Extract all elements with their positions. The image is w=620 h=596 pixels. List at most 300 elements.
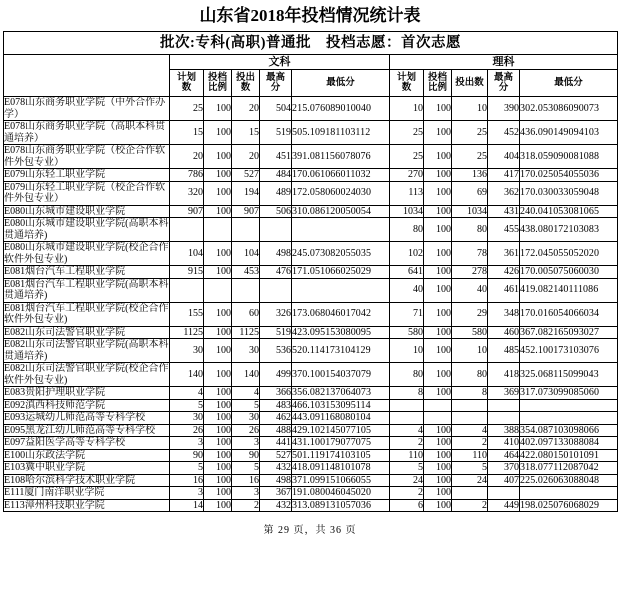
wen-plan-cell: 1125	[170, 326, 204, 339]
wen-out-cell: 2	[232, 499, 260, 512]
school-column-header	[4, 55, 170, 97]
wen-plan-cell: 140	[170, 363, 204, 387]
li-out-cell: 80	[452, 218, 488, 242]
header-wen-highest-l1: 最高	[265, 72, 285, 83]
batch-banner-row	[4, 32, 618, 55]
wen-plan-cell: 16	[170, 474, 204, 487]
li-out-cell: 136	[452, 169, 488, 182]
li-low-cell: 436.090149094103	[520, 121, 618, 145]
wen-ratio-cell: 100	[204, 437, 232, 450]
li-low-cell: 325.068115099043	[520, 363, 618, 387]
li-high-cell: 404	[488, 145, 520, 169]
table-row	[4, 97, 618, 121]
table-row	[4, 412, 618, 425]
wen-high-cell: 519	[260, 121, 292, 145]
wen-high-cell: 489	[260, 181, 292, 205]
header-wen-ratio	[204, 70, 232, 97]
school-name-cell: E080山东城市建设职业学院(校企合作软件外包专业)	[4, 242, 169, 265]
table-row	[4, 218, 618, 242]
li-ratio-cell: 100	[424, 474, 452, 487]
school-name-cell: E081烟台汽车工程职业学院(校企合作软件外包专业)	[4, 302, 169, 325]
li-plan-cell: 270	[390, 169, 424, 182]
wen-high-cell	[260, 278, 292, 302]
wen-high-cell: 366	[260, 387, 292, 400]
li-low-cell: 354.087103098066	[520, 424, 618, 437]
li-low-cell: 240.041053081065	[520, 205, 618, 218]
wen-plan-cell: 5	[170, 462, 204, 475]
li-high-cell: 388	[488, 424, 520, 437]
school-name-cell: E082山东司法警官职业学院	[4, 326, 170, 339]
li-plan-cell	[390, 399, 424, 412]
wen-high-cell: 498	[260, 242, 292, 266]
li-ratio-cell: 100	[424, 242, 452, 266]
li-plan-cell: 40	[390, 278, 424, 302]
school-name-cell: E083贵阳护理职业学院	[4, 387, 170, 400]
wen-plan-cell: 4	[170, 387, 204, 400]
li-out-cell: 2	[452, 437, 488, 450]
wen-ratio-cell: 100	[204, 169, 232, 182]
school-name-cell: E081烟台汽车工程职业学院(高职本科贯通培养)	[4, 278, 169, 301]
li-plan-cell: 2	[390, 437, 424, 450]
li-plan-cell: 113	[390, 181, 424, 205]
li-high-cell: 370	[488, 462, 520, 475]
li-out-cell: 2	[452, 499, 488, 512]
wen-low-cell: 171.051066025029	[292, 266, 390, 279]
li-out-cell	[452, 399, 488, 412]
school-name-cell: E113漳州科技职业学院	[4, 499, 170, 512]
header-wen-plan-count-l2: 数	[181, 83, 192, 93]
li-out-cell: 24	[452, 474, 488, 487]
school-name-cell: E097益阳医学高等专科学校	[4, 437, 170, 450]
li-plan-cell: 24	[390, 474, 424, 487]
table-head	[4, 32, 618, 97]
wen-ratio-cell: 100	[204, 181, 232, 205]
page-title: 山东省2018年投档情况统计表	[199, 6, 421, 25]
wen-plan-cell: 25	[170, 97, 204, 121]
li-plan-cell: 80	[390, 363, 424, 387]
wen-plan-cell: 26	[170, 424, 204, 437]
li-plan-cell: 80	[390, 218, 424, 242]
page-footer: 第 29 页，共 36 页	[263, 525, 357, 536]
li-low-cell	[520, 412, 618, 425]
li-ratio-cell: 100	[424, 181, 452, 205]
wen-low-cell: 520.114173104129	[292, 339, 390, 363]
school-name-cell: E079山东轻工职业学院	[4, 169, 170, 182]
wen-plan-cell: 786	[170, 169, 204, 182]
header-li-lowest: 最低分	[520, 70, 618, 97]
wen-ratio-cell: 100	[204, 449, 232, 462]
wen-plan-cell: 90	[170, 449, 204, 462]
li-ratio-cell: 100	[424, 205, 452, 218]
wen-high-cell: 483	[260, 399, 292, 412]
wen-ratio-cell: 100	[204, 302, 232, 326]
wen-plan-cell: 30	[170, 412, 204, 425]
header-li-ratio	[424, 70, 452, 97]
school-name-cell: E078山东商务职业学院（校企合作软件外包专业）	[4, 145, 170, 169]
wen-high-cell: 476	[260, 266, 292, 279]
li-ratio-cell: 100	[424, 363, 452, 387]
li-high-cell: 390	[488, 97, 520, 121]
wen-out-cell: 453	[232, 266, 260, 279]
header-li-ratio-l2: 比例	[427, 83, 447, 93]
li-plan-cell: 5	[390, 462, 424, 475]
wen-plan-cell: 30	[170, 339, 204, 363]
header-li-plan-count	[390, 70, 424, 97]
wen-ratio-cell: 100	[204, 242, 232, 266]
li-out-cell: 5	[452, 462, 488, 475]
header-wen-admitted-l1: 投出	[235, 72, 255, 83]
wen-low-cell: 431.100179077075	[292, 437, 390, 450]
wen-out-cell: 90	[232, 449, 260, 462]
li-plan-cell: 110	[390, 449, 424, 462]
wen-ratio-cell: 100	[204, 487, 232, 500]
wen-out-cell: 5	[232, 462, 260, 475]
li-low-cell: 170.025054055036	[520, 169, 618, 182]
wen-high-cell: 498	[260, 474, 292, 487]
wen-out-cell: 527	[232, 169, 260, 182]
wen-high-cell: 462	[260, 412, 292, 425]
table-row	[4, 302, 618, 326]
wen-out-cell: 20	[232, 145, 260, 169]
wen-high-cell: 499	[260, 363, 292, 387]
li-out-cell: 40	[452, 278, 488, 302]
li-high-cell: 460	[488, 326, 520, 339]
table-row	[4, 181, 618, 205]
li-low-cell: 170.016054066034	[520, 302, 618, 326]
wen-high-cell: 432	[260, 462, 292, 475]
li-high-cell: 407	[488, 474, 520, 487]
wen-out-cell: 26	[232, 424, 260, 437]
wen-ratio-cell: 100	[204, 266, 232, 279]
li-out-cell: 29	[452, 302, 488, 326]
wen-low-cell: 370.100154037079	[292, 363, 390, 387]
li-out-cell: 4	[452, 424, 488, 437]
li-out-cell: 10	[452, 339, 488, 363]
header-wen-ratio-l1: 投档	[207, 72, 227, 83]
header-li-highest-l2: 分	[498, 83, 509, 93]
li-ratio-cell: 100	[424, 145, 452, 169]
wen-low-cell: 172.058060024030	[292, 181, 390, 205]
li-ratio-cell: 100	[424, 326, 452, 339]
table-row	[4, 339, 618, 363]
header-wen-plan-count	[170, 70, 204, 97]
wen-out-cell: 104	[232, 242, 260, 266]
li-low-cell: 318.059090081088	[520, 145, 618, 169]
li-low-cell: 302.053086090073	[520, 97, 618, 121]
wen-ratio-cell: 100	[204, 387, 232, 400]
header-wen-lowest: 最低分	[292, 70, 390, 97]
li-ratio-cell: 100	[424, 387, 452, 400]
li-plan-cell: 8	[390, 387, 424, 400]
li-plan-cell: 25	[390, 121, 424, 145]
li-ratio-cell: 100	[424, 339, 452, 363]
li-high-cell: 426	[488, 266, 520, 279]
li-ratio-cell	[424, 399, 452, 412]
table-row	[4, 326, 618, 339]
li-ratio-cell: 100	[424, 437, 452, 450]
li-low-cell: 170.005075060030	[520, 266, 618, 279]
li-plan-cell: 2	[390, 487, 424, 500]
school-name-cell: E095黑龙江幼儿师范高等专科学校	[4, 424, 170, 437]
batch-banner: 批次:专科(高职)普通批 投档志愿：首次志愿	[4, 32, 618, 55]
school-name-cell: E108哈尔滨科学技术职业学院	[4, 474, 170, 487]
header-wen-plan-count-l1: 计划	[176, 72, 196, 83]
wen-ratio-cell: 100	[204, 499, 232, 512]
wen-ratio-cell: 100	[204, 326, 232, 339]
li-out-cell	[452, 412, 488, 425]
header-li-plan-count-l1: 计划	[396, 72, 416, 83]
li-out-cell: 110	[452, 449, 488, 462]
li-ratio-cell: 100	[424, 487, 452, 500]
school-name-cell: E092滇西科技师范学院	[4, 399, 170, 412]
wen-ratio-cell: 100	[204, 97, 232, 121]
wen-plan-cell: 5	[170, 399, 204, 412]
wen-high-cell: 519	[260, 326, 292, 339]
li-high-cell: 455	[488, 218, 520, 242]
school-name-cell: E111厦门南洋职业学院	[4, 487, 170, 500]
wen-out-cell: 3	[232, 487, 260, 500]
wen-ratio-cell: 100	[204, 339, 232, 363]
header-li-highest-l1: 最高	[493, 72, 513, 83]
header-li-admitted: 投出数	[452, 70, 488, 97]
wen-plan-cell	[170, 218, 204, 242]
school-name-cell: E081烟台汽车工程职业学院	[4, 266, 170, 279]
li-out-cell: 25	[452, 121, 488, 145]
school-name-cell: E080山东城市建设职业学院	[4, 205, 170, 218]
wen-ratio-cell: 100	[204, 424, 232, 437]
wen-out-cell: 5	[232, 399, 260, 412]
wen-high-cell: 484	[260, 169, 292, 182]
wen-plan-cell: 3	[170, 437, 204, 450]
wen-low-cell: 505.109181103112	[292, 121, 390, 145]
table-row	[4, 437, 618, 450]
li-ratio-cell: 100	[424, 278, 452, 302]
table-row	[4, 449, 618, 462]
wen-high-cell: 326	[260, 302, 292, 326]
li-low-cell	[520, 399, 618, 412]
li-high-cell: 461	[488, 278, 520, 302]
wen-plan-cell: 15	[170, 121, 204, 145]
li-low-cell: 419.082140111086	[520, 278, 618, 302]
table-row	[4, 462, 618, 475]
wen-plan-cell: 155	[170, 302, 204, 326]
li-high-cell: 362	[488, 181, 520, 205]
group-header-liberal-arts: 文科	[170, 55, 390, 70]
li-high-cell: 485	[488, 339, 520, 363]
wen-out-cell: 15	[232, 121, 260, 145]
li-high-cell	[488, 399, 520, 412]
table-row	[4, 121, 618, 145]
wen-low-cell: 173.068046017042	[292, 302, 390, 326]
li-out-cell: 278	[452, 266, 488, 279]
wen-low-cell: 245.073082055035	[292, 242, 390, 266]
wen-out-cell: 20	[232, 97, 260, 121]
header-wen-highest	[260, 70, 292, 97]
table-row	[4, 205, 618, 218]
li-plan-cell: 10	[390, 97, 424, 121]
li-out-cell	[452, 487, 488, 500]
wen-ratio-cell	[204, 218, 232, 242]
table-row	[4, 499, 618, 512]
statistics-page	[0, 5, 620, 596]
li-low-cell: 367.082165093027	[520, 326, 618, 339]
school-name-cell: E082山东司法警官职业学院(高职本科贯通培养)	[4, 339, 169, 362]
wen-low-cell: 466.103153095114	[292, 399, 390, 412]
li-out-cell: 78	[452, 242, 488, 266]
wen-low-cell: 443.091168080104	[292, 412, 390, 425]
li-ratio-cell: 100	[424, 424, 452, 437]
wen-plan-cell: 320	[170, 181, 204, 205]
wen-out-cell: 30	[232, 339, 260, 363]
wen-low-cell: 371.099151066055	[292, 474, 390, 487]
li-low-cell	[520, 487, 618, 500]
wen-plan-cell	[170, 278, 204, 302]
li-ratio-cell: 100	[424, 169, 452, 182]
wen-out-cell: 60	[232, 302, 260, 326]
wen-plan-cell: 104	[170, 242, 204, 266]
admission-statistics-table	[3, 31, 618, 512]
table-row	[4, 424, 618, 437]
li-low-cell: 170.030033059048	[520, 181, 618, 205]
li-high-cell: 431	[488, 205, 520, 218]
li-high-cell	[488, 487, 520, 500]
li-ratio-cell: 100	[424, 266, 452, 279]
li-ratio-cell	[424, 412, 452, 425]
wen-out-cell: 16	[232, 474, 260, 487]
wen-low-cell: 356.082137064073	[292, 387, 390, 400]
li-ratio-cell: 100	[424, 121, 452, 145]
li-low-cell: 402.097133088084	[520, 437, 618, 450]
wen-ratio-cell: 100	[204, 205, 232, 218]
wen-ratio-cell: 100	[204, 462, 232, 475]
li-high-cell	[488, 412, 520, 425]
li-plan-cell: 102	[390, 242, 424, 266]
wen-high-cell: 506	[260, 205, 292, 218]
table-row	[4, 266, 618, 279]
li-high-cell: 452	[488, 121, 520, 145]
wen-out-cell	[232, 218, 260, 242]
school-name-cell: E100山东政法学院	[4, 449, 170, 462]
wen-plan-cell: 20	[170, 145, 204, 169]
li-low-cell: 438.080172103083	[520, 218, 618, 242]
wen-high-cell: 367	[260, 487, 292, 500]
li-plan-cell: 580	[390, 326, 424, 339]
wen-low-cell: 215.076089010040	[292, 97, 390, 121]
wen-low-cell: 391.081156078076	[292, 145, 390, 169]
group-header-science: 理科	[390, 55, 618, 70]
li-low-cell: 198.025076068029	[520, 499, 618, 512]
li-high-cell: 417	[488, 169, 520, 182]
wen-high-cell: 504	[260, 97, 292, 121]
li-high-cell: 418	[488, 363, 520, 387]
wen-low-cell: 501.119174103105	[292, 449, 390, 462]
wen-out-cell: 4	[232, 387, 260, 400]
li-ratio-cell: 100	[424, 218, 452, 242]
wen-low-cell	[292, 218, 390, 242]
wen-low-cell	[292, 278, 390, 302]
wen-high-cell: 536	[260, 339, 292, 363]
li-plan-cell: 10	[390, 339, 424, 363]
header-li-ratio-l1: 投档	[427, 72, 447, 83]
header-wen-admitted-l2: 数	[240, 83, 251, 93]
li-low-cell: 225.026063088048	[520, 474, 618, 487]
school-name-cell: E078山东商务职业学院（中外合作办学）	[4, 97, 170, 121]
table-body	[4, 97, 618, 512]
school-name-cell: E079山东轻工职业学院（校企合作软件外包专业）	[4, 181, 170, 205]
li-low-cell: 318.077112087042	[520, 462, 618, 475]
wen-high-cell: 488	[260, 424, 292, 437]
wen-ratio-cell	[204, 278, 232, 302]
school-name-cell: E080山东城市建设职业学院(高职本科贯通培养)	[4, 218, 169, 241]
table-row	[4, 278, 618, 302]
li-high-cell: 449	[488, 499, 520, 512]
school-name-cell: E103冀中职业学院	[4, 462, 170, 475]
wen-ratio-cell: 100	[204, 412, 232, 425]
wen-out-cell: 140	[232, 363, 260, 387]
li-out-cell: 580	[452, 326, 488, 339]
li-low-cell: 172.045055052020	[520, 242, 618, 266]
li-plan-cell: 6	[390, 499, 424, 512]
li-plan-cell: 25	[390, 145, 424, 169]
wen-low-cell: 313.089131057036	[292, 499, 390, 512]
li-ratio-cell: 100	[424, 462, 452, 475]
li-low-cell: 452.100173103076	[520, 339, 618, 363]
wen-low-cell: 423.095153080095	[292, 326, 390, 339]
wen-ratio-cell: 100	[204, 121, 232, 145]
wen-high-cell	[260, 218, 292, 242]
wen-out-cell: 1125	[232, 326, 260, 339]
li-plan-cell: 1034	[390, 205, 424, 218]
wen-ratio-cell: 100	[204, 399, 232, 412]
li-out-cell: 1034	[452, 205, 488, 218]
table-row	[4, 387, 618, 400]
wen-out-cell: 30	[232, 412, 260, 425]
li-plan-cell: 71	[390, 302, 424, 326]
header-wen-highest-l2: 分	[270, 83, 281, 93]
li-plan-cell	[390, 412, 424, 425]
li-low-cell: 317.073099085060	[520, 387, 618, 400]
wen-out-cell: 194	[232, 181, 260, 205]
wen-low-cell: 310.086120050054	[292, 205, 390, 218]
li-out-cell: 10	[452, 97, 488, 121]
table-row	[4, 169, 618, 182]
table-row	[4, 242, 618, 266]
wen-high-cell: 432	[260, 499, 292, 512]
wen-plan-cell: 14	[170, 499, 204, 512]
wen-ratio-cell: 100	[204, 145, 232, 169]
table-row	[4, 145, 618, 169]
li-high-cell: 410	[488, 437, 520, 450]
wen-low-cell: 170.061066011032	[292, 169, 390, 182]
wen-ratio-cell: 100	[204, 474, 232, 487]
li-low-cell: 422.080150101091	[520, 449, 618, 462]
table-row	[4, 474, 618, 487]
wen-plan-cell: 915	[170, 266, 204, 279]
wen-plan-cell: 3	[170, 487, 204, 500]
table-row	[4, 363, 618, 387]
header-li-highest	[488, 70, 520, 97]
header-wen-ratio-l2: 比例	[207, 83, 227, 93]
li-plan-cell: 641	[390, 266, 424, 279]
li-ratio-cell: 100	[424, 97, 452, 121]
wen-low-cell: 429.102145077105	[292, 424, 390, 437]
table-row	[4, 399, 618, 412]
wen-plan-cell: 907	[170, 205, 204, 218]
wen-high-cell: 527	[260, 449, 292, 462]
wen-out-cell: 907	[232, 205, 260, 218]
li-high-cell: 464	[488, 449, 520, 462]
li-out-cell: 80	[452, 363, 488, 387]
